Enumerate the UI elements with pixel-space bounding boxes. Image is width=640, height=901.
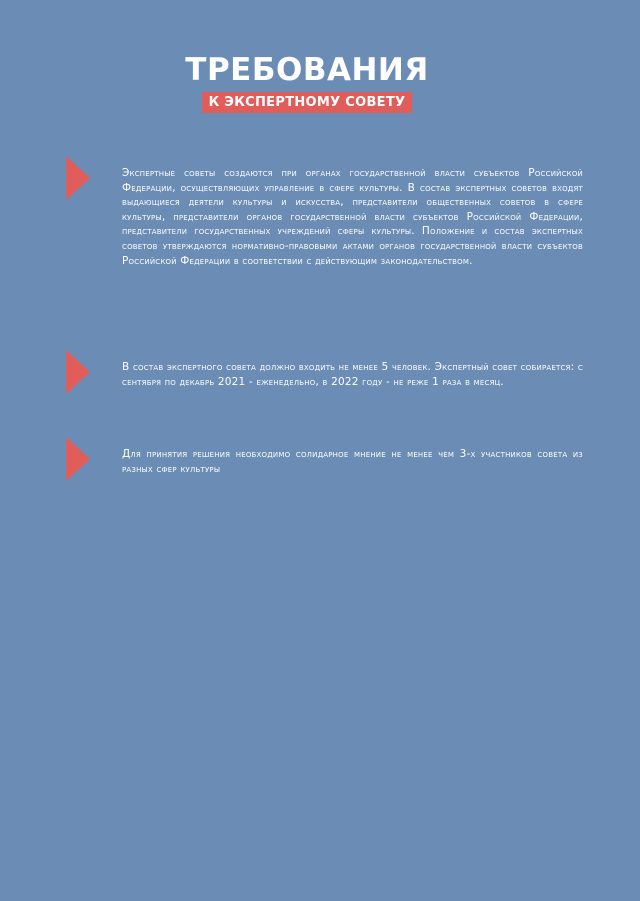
page-title: ТРЕБОВАНИЯ (185, 52, 429, 88)
requirement-text: Для принятия решения необходимо солидарное мнение не менее чем 3-х участников совета из разных сфер культуры (122, 448, 583, 475)
requirement-text: Экспертные советы создаются при органах государственной власти субъектов Российской Федерации, осуществляющих управление в сфере культуры. В состав экспертных советов входят выдающиеся деятели культуры и искусства, представители общественных советов в сфере культуры, представители органов государственной власти субъектов Российской Федерации, представители государственных учреждений сферы культуры. Положение и состав экспертных советов утверждаются нормативно-правовыми актами органов государственной власти субъектов Российской Федерации в соответствии с действующим законодательством. (122, 167, 583, 267)
page-subtitle-badge: К ЭКСПЕРТНОМУ СОВЕТУ (202, 92, 413, 113)
triangle-marker-icon (66, 156, 90, 200)
page-header (0, 52, 614, 113)
requirement-text: В состав экспертного совета должно входить не менее 5 человек. Экспертный совет собирается: с сентября по декабрь 2021 - еженедельно, в 2022 году - не реже 1 раза в месяц. (122, 361, 583, 388)
triangle-marker-icon (66, 350, 90, 394)
triangle-marker-icon (66, 437, 90, 481)
